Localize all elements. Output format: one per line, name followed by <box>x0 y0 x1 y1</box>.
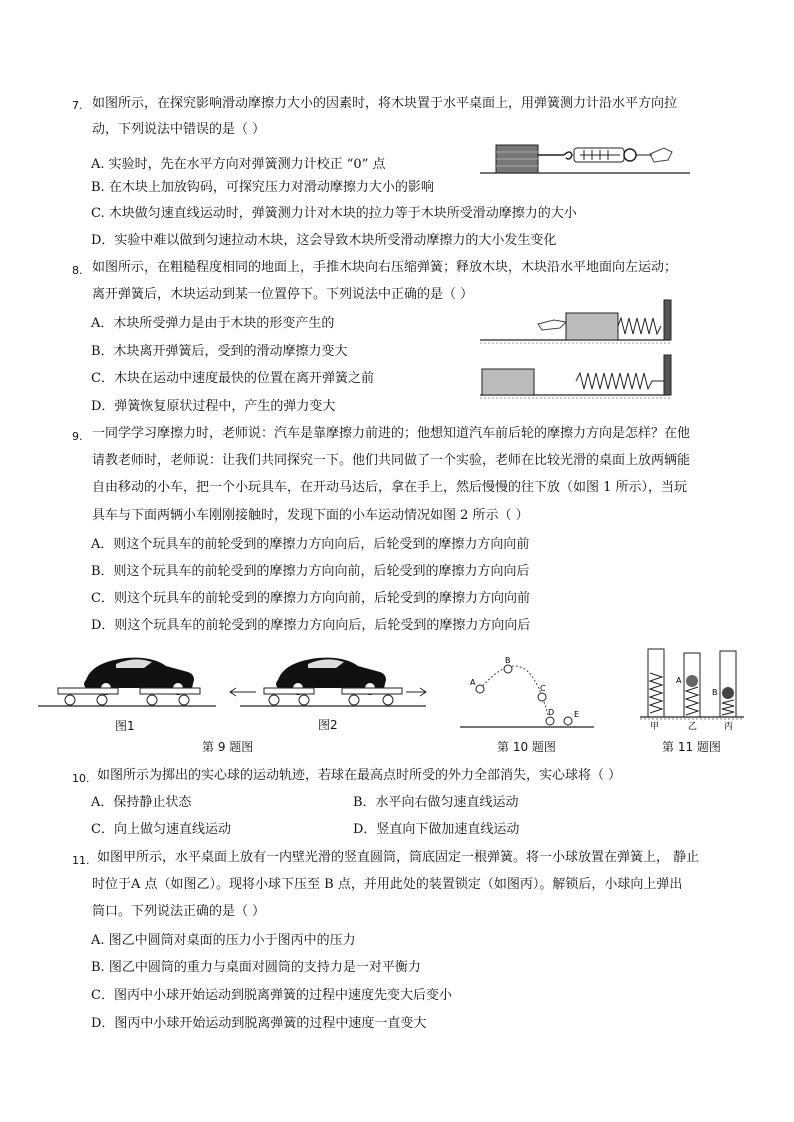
q10-option-b: B．水平向右做匀速直线运动 <box>353 795 519 810</box>
q7-option-b: B. 在木块上加放钩码，可探究压力对滑动摩擦力大小的影响 <box>91 180 434 195</box>
q11-label-bing: 丙 <box>724 722 734 732</box>
q8-block-spring-figure-bottom <box>480 355 680 405</box>
q9-option-d: D．则这个玩具车的前轮受到的摩擦力方向向后，后轮受到的摩擦力方向向后 <box>91 618 531 633</box>
q9-option-b: B．则这个玩具车的前轮受到的摩擦力方向向前，后轮受到的摩擦力方向向后 <box>91 564 530 579</box>
q7-spring-scale-figure <box>480 138 690 178</box>
q8-stem-line2: 离开弹簧后，木块运动到某一位置停下。下列说法中正确的是（ ） <box>92 287 474 302</box>
q11-label-jia: 甲 <box>650 722 660 732</box>
q8-option-b: B．木块离开弹簧后，受到的滑动摩擦力变大 <box>91 344 348 359</box>
q9-stem-line1: 一同学学习摩擦力时，老师说：汽车是靠摩擦力前进的；他想知道汽车前后轮的摩擦力方向是怎样？在他 <box>92 426 691 441</box>
q11-stem-line2: 时位于A 点（如图乙）。现将小球下压至 B 点，并用此处的装置锁定（如图丙）。解锁后，小球向上弹出 <box>92 877 683 892</box>
q10-number: 10. <box>72 772 90 785</box>
q7-option-c: C. 木块做匀速直线运动时，弹簧测力计对木块的拉力等于木块所受滑动摩擦力的大小 <box>91 206 577 221</box>
q10-option-d: D．竖直向下做加速直线运动 <box>353 822 520 837</box>
q10-point-d: D <box>548 708 555 717</box>
q11-option-a: A. 图乙中圆筒对桌面的压力小于图丙中的压力 <box>91 933 356 948</box>
q7-option-d: D．实验中难以做到匀速拉动木块，这会导致木块所受滑动摩擦力的大小发生变化 <box>91 233 557 248</box>
q11-cylinders-figure <box>640 645 750 735</box>
q10-point-b: B <box>505 656 511 665</box>
q9-stem-line4: 具车与下面两辆小车刚刚接触时，发现下面的小车运动情况如图 2 所示（ ） <box>92 508 529 523</box>
q10-option-c: C．向上做匀速直线运动 <box>91 822 231 837</box>
q10-trajectory-figure <box>460 655 600 735</box>
q11-label-yi: 乙 <box>688 722 698 732</box>
q9-fig1-label: 图1 <box>115 719 135 733</box>
q11-figure-caption: 第 11 题图 <box>662 740 721 754</box>
q11-point-b: B <box>712 688 718 697</box>
q10-figure-caption: 第 10 题图 <box>497 740 556 754</box>
q8-option-a: A．木块所受弹力是由于木块的形变产生的 <box>91 316 335 331</box>
q7-stem-line2: 动，下列说法中错误的是（ ） <box>92 122 266 137</box>
q11-number: 11. <box>72 854 90 867</box>
q10-point-e: E <box>574 710 580 719</box>
q10-stem: 如图所示为掷出的实心球的运动轨迹，若球在最高点时所受的外力全部消失，实心球将（ ） <box>97 768 622 783</box>
q9-option-c: C．则这个玩具车的前轮受到的摩擦力方向向前，后轮受到的摩擦力方向向前 <box>91 591 530 606</box>
q11-stem-line3: 筒口。下列说法正确的是（ ） <box>92 904 266 919</box>
q9-stem-line2: 请教老师时，老师说：让我们共同探究一下。他们共同做了一个实验，老师在比较光滑的桌面上放两辆能 <box>92 453 691 468</box>
q11-option-b: B. 图乙中圆筒的重力与桌面对圆筒的支持力是一对平衡力 <box>91 960 421 975</box>
q8-option-d: D．弹簧恢复原状过程中，产生的弹力变大 <box>91 399 336 414</box>
q11-stem-line1: 如图甲所示，水平桌面上放有一内壁光滑的竖直圆筒，筒底固定一根弹簧。将一小球放置在弹簧上， 静止 <box>97 850 700 865</box>
q8-option-c: C．木块在运动中速度最快的位置在离开弹簧之前 <box>91 371 374 386</box>
q9-number: 9. <box>72 430 83 443</box>
q8-stem-line1: 如图所示，在粗糙程度相同的地面上，手推木块向右压缩弹簧；释放木块，木块沿水平地面向左运动； <box>92 260 678 275</box>
q10-option-a: A．保持静止状态 <box>91 795 192 810</box>
q9-figure-caption: 第 9 题图 <box>202 740 254 754</box>
q9-fig2-label: 图2 <box>318 718 338 732</box>
q11-point-a: A <box>676 676 682 685</box>
q9-figure-2 <box>230 650 430 720</box>
q7-option-a: A. 实验时，先在水平方向对弹簧测力计校正 “0” 点 <box>91 157 386 172</box>
q11-option-c: C．图丙中小球开始运动到脱离弹簧的过程中速度先变大后变小 <box>91 988 452 1003</box>
q11-option-d: D．图丙中小球开始运动到脱离弹簧的过程中速度一直变大 <box>91 1016 427 1031</box>
q9-option-a: A．则这个玩具车的前轮受到的摩擦力方向向后，后轮受到的摩擦力方向向前 <box>91 537 530 552</box>
q7-number: 7. <box>72 99 83 112</box>
q7-stem-line1: 如图所示，在探究影响滑动摩擦力大小的因素时，将木块置于水平桌面上，用弹簧测力计沿水平方向拉 <box>92 96 678 111</box>
q10-point-a: A <box>470 678 476 687</box>
q9-stem-line3: 自由移动的小车，把一个小玩具车，在开动马达后，拿在手上，然后慢慢的往下放（如图 1 所示），当玩 <box>92 480 688 495</box>
q8-number: 8. <box>72 264 83 277</box>
q10-point-c: C <box>540 684 546 693</box>
q9-figure-1 <box>38 650 218 720</box>
q8-block-spring-figure-top <box>480 298 680 348</box>
